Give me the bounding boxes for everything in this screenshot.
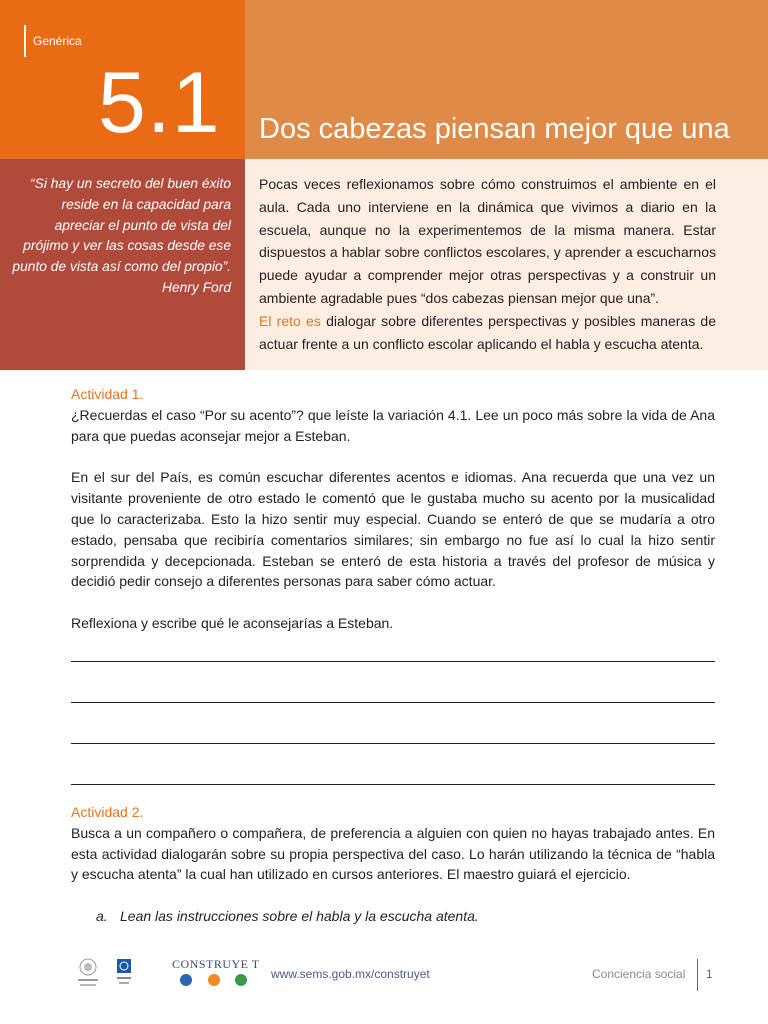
intro-text: [259, 173, 716, 355]
footer-url-link[interactable]: www.sems.gob.mx/construyet: [271, 967, 430, 981]
un-logo-icon: [117, 959, 131, 984]
activity-2-heading: Actividad 2.: [71, 803, 144, 820]
footer-section: Conciencia social: [592, 967, 686, 981]
activity-2-item-a: [71, 906, 715, 927]
quote-author: Henry Ford: [161, 279, 231, 295]
item-text: Lean las instrucciones sobre el habla y la escucha atenta.: [120, 908, 479, 925]
lesson-title: Dos cabezas piensan mejor que una: [259, 113, 730, 145]
construye-t-icons: [180, 974, 247, 986]
intro-paragraph: Pocas veces reflexionamos sobre cómo construimos el ambiente en el aula. Cada uno interviene en la dinámica que vivimos a diario en la escuela, aunque no la experimentemos de la misma manera. Estar dispuestos a hablar sobre conflictos escolares, y aprender a escucharnos puede ayudar a comprender mejor otras perspectivas y a construir un ambiente agradable pues “dos cabezas piensan mejor que una”.: [259, 176, 716, 306]
challenge-text: dialogar sobre diferentes perspectivas y posibles maneras de actuar frente a un conflicto escolar aplicando el habla y escucha atenta.: [259, 312, 717, 352]
activity-1-intro: ¿Recuerdas el caso “Por su acento”? que leíste la variación 4.1. Lee un poco más sobre la vida de Ana para que puedas aconsejar mejor a Esteban.: [71, 406, 715, 444]
item-letter: a.: [96, 908, 108, 925]
quote-line: punto de vista así como del propio”.: [12, 259, 231, 275]
category-tag: Genérica: [33, 34, 82, 48]
challenge-label: El reto es: [259, 312, 321, 329]
activity-2-instructions: Busca a un compañero o compañera, de preferencia a alguien con quien no hayas trabajado antes. En esta actividad dialogarán sobre su propia perspectiva del caso. Lo harán utilizando la técnica de “habla y escucha atenta” la cual han utilizado en cursos anteriores. El maestro guiará el ejercicio.: [71, 824, 715, 883]
intro-panel: [245, 159, 768, 370]
activity-1-prompt: Reflexiona y escribe qué le aconsejarías a Esteban.: [71, 615, 394, 632]
quote-line: prójimo y ver las cosas desde ese: [23, 238, 231, 254]
sep-seal-icon: [78, 959, 98, 986]
tag-divider: [24, 25, 26, 57]
page-number: 1: [706, 967, 713, 981]
lesson-number: 5.1: [98, 55, 221, 151]
program-name: CONSTRUYE T: [172, 957, 260, 971]
activity-1-story: En el sur del País, es común escuchar diferentes acentos e idiomas. Ana recuerda que una vez un visitante proveniente de otro estado le comentó que le gustaba mucho su acento por la musicalidad que lo caracterizaba. Esto la hizo sentir muy especial. Cuando se enteró de que se mudaría a otro estado, pensaba que recibiría comentarios similares; sin embargo no fue así lo cual la hizo sentir sorprendida y decepcionada. Esteban se enteró de esta historia a través del profesor de música y decidió pedir consejo a diferentes personas para saber cómo actuar.: [71, 469, 715, 590]
quote-text: [6, 174, 231, 299]
activity-1-heading: Actividad 1.: [71, 386, 144, 402]
quote-line: apreciar el punto de vista del: [54, 217, 231, 233]
quote-line: reside en la capacidad para: [61, 196, 231, 212]
footer-divider: [697, 959, 698, 991]
quote-panel: [0, 159, 245, 370]
quote-line: “Si hay un secreto del buen éxito: [30, 176, 231, 191]
main-content: [71, 384, 715, 927]
